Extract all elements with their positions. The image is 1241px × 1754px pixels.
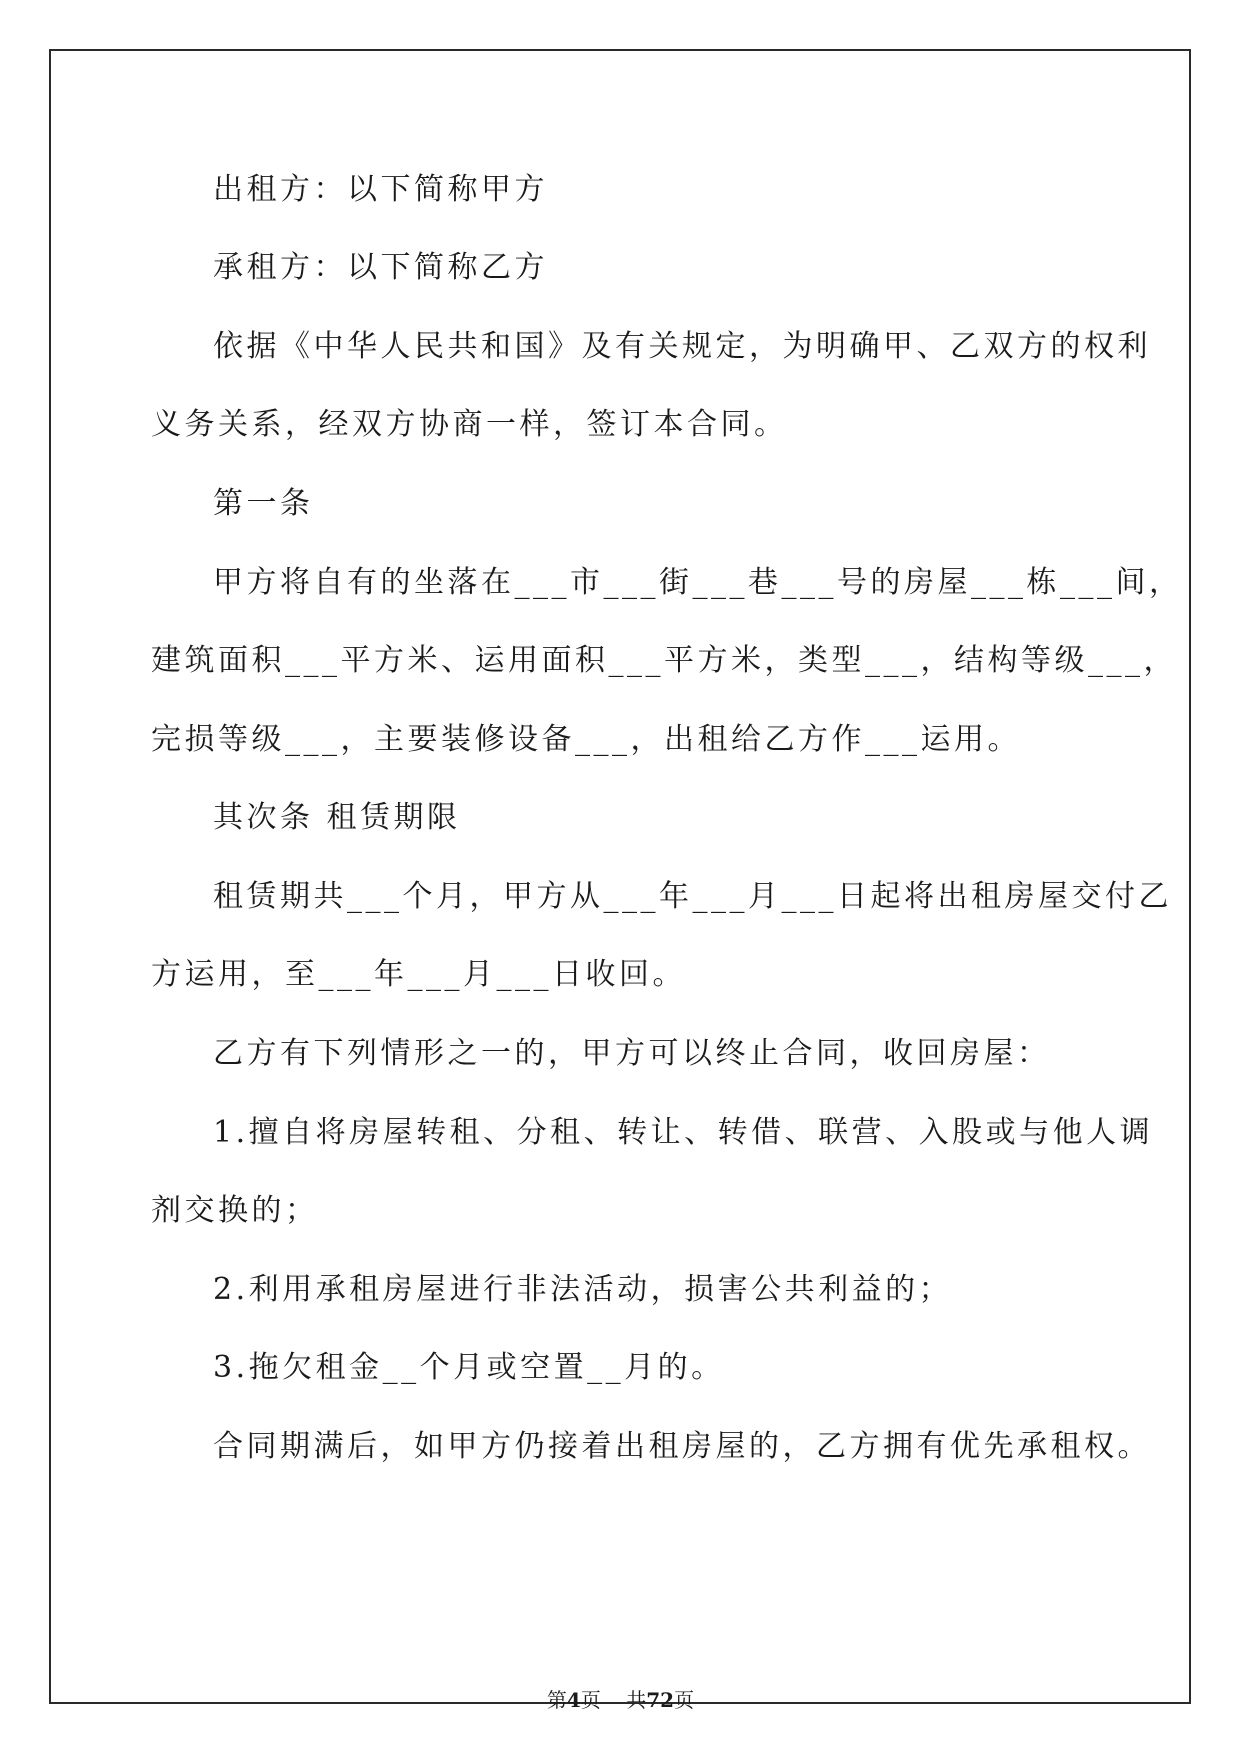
lease-term-line-2: 方运用，至___年___月___日收回。	[151, 957, 686, 992]
article-1-line-2: 建筑面积___平方米、运用面积___平方米，类型___，结构等级___，	[151, 643, 1177, 678]
termination-item-1-line-1: 1.擅自将房屋转租、分租、转让、转借、联营、入股或与他人调	[213, 1115, 1154, 1150]
article-2-heading: 其次条 租赁期限	[213, 800, 461, 835]
renewal-priority-line: 合同期满后，如甲方仍接着出租房屋的，乙方拥有优先承租权。	[213, 1429, 1151, 1464]
current-page-number: 4	[566, 1688, 581, 1712]
footer-prefix: 第	[546, 1688, 567, 1712]
preamble-line-1: 依据《中华人民共和国》及有关规定，为明确甲、乙双方的权利	[213, 329, 1151, 364]
termination-item-2: 2.利用承租房屋进行非法活动，损害公共利益的；	[213, 1272, 953, 1307]
termination-intro: 乙方有下列情形之一的，甲方可以终止合同，收回房屋：	[213, 1036, 1051, 1071]
article-1-line-3: 完损等级___，主要装修设备___，出租给乙方作___运用。	[151, 722, 1021, 757]
article-1-line-1: 甲方将自有的坐落在___市___街___巷___号的房屋___栋___间，	[213, 565, 1183, 600]
lessee-line: 承租方：以下简称乙方	[213, 250, 548, 285]
preamble-line-2: 义务关系，经双方协商一样，签订本合同。	[151, 407, 788, 442]
lease-term-line-1: 租赁期共___个月，甲方从___年___月___日起将出租房屋交付乙	[213, 879, 1172, 914]
total-pages-number: 72	[646, 1688, 675, 1712]
termination-item-3: 3.拖欠租金__个月或空置__月的。	[213, 1350, 725, 1385]
footer-page-word: 页	[580, 1688, 601, 1712]
lessor-line: 出租方：以下简称甲方	[213, 172, 548, 207]
article-1-heading: 第一条	[213, 486, 314, 521]
termination-item-1-line-2: 剂交换的；	[151, 1193, 319, 1228]
footer-total-suffix: 页	[674, 1688, 695, 1712]
footer-total-prefix: 共	[626, 1688, 647, 1712]
page-footer	[0, 1688, 1241, 1712]
